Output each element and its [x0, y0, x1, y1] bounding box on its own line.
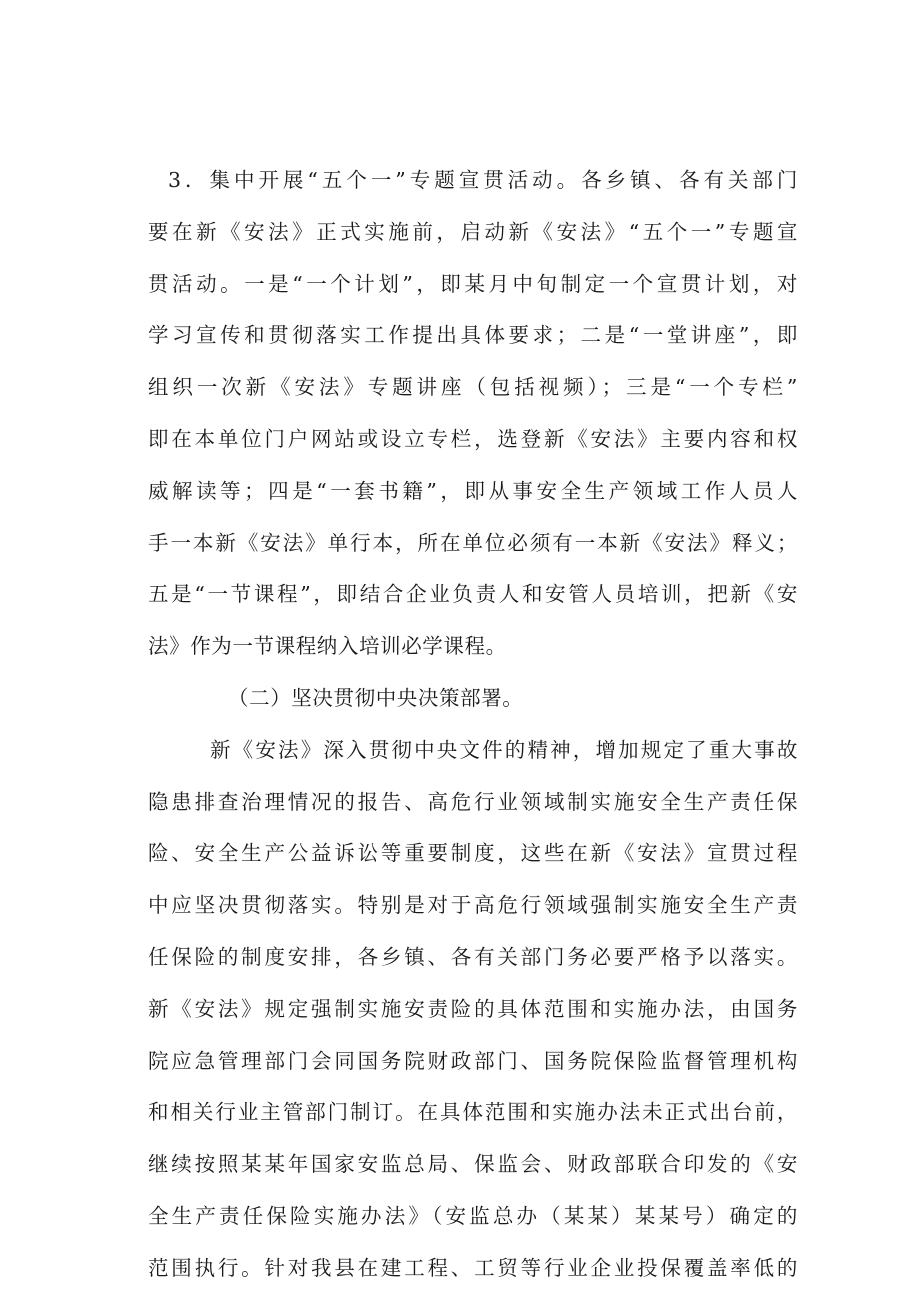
paragraph-1-line-5: 组织一次新《安法》专题讲座（包括视频）；三是“一个专栏” [148, 375, 798, 400]
paragraph-2-line-5: 任保险的制度安排，各乡镇、各有关部门务必要严格予以落实。 [148, 944, 798, 969]
paragraph-1-line-3: 贯活动。一是“一个计划”，即某月中旬制定一个宣贯计划，对 [148, 271, 798, 296]
document-body [148, 155, 798, 1295]
paragraph-2-line-11: 范围执行。针对我县在建工程、工贸等行业企业投保覆盖率低的 [148, 1255, 798, 1280]
paragraph-1-line-7: 威解读等；四是“一套书籍”，即从事安全生产领域工作人员人 [148, 478, 798, 503]
section-heading: （二）坚决贯彻中央决策部署。 [228, 685, 524, 710]
paragraph-2-line-4: 中应坚决贯彻落实。特别是对于高危行领域强制实施安全生产责 [148, 893, 798, 918]
paragraph-2-line-6: 新《安法》规定强制实施安责险的具体范围和实施办法，由国务 [148, 996, 798, 1021]
paragraph-1-line-6: 即在本单位门户网站或设立专栏，选登新《安法》主要内容和权 [148, 426, 798, 451]
paragraph-1-line-8: 手一本新《安法》单行本，所在单位必须有一本新《安法》释义； [148, 530, 798, 555]
paragraph-2-line-9: 继续按照某某年国家安监总局、保监会、财政部联合印发的《安 [148, 1152, 798, 1177]
paragraph-2-line-1: 新《安法》深入贯彻中央文件的精神，增加规定了重大事故 [210, 737, 798, 762]
paragraph-1-line-4: 学习宣传和贯彻落实工作提出具体要求；二是“一堂讲座”，即 [148, 323, 798, 348]
paragraph-2-line-10: 全生产责任保险实施办法》（安监总办（某某）某某号）确定的 [148, 1203, 798, 1228]
paragraph-2-line-8: 和相关行业主管部门制订。在具体范围和实施办法未正式出台前， [148, 1100, 798, 1125]
paragraph-1-line-10: 法》作为一节课程纳入培训必学课程。 [148, 634, 507, 659]
paragraph-2-line-3: 险、安全生产公益诉讼等重要制度，这些在新《安法》宣贯过程 [148, 841, 798, 866]
paragraph-1-line-1: 3．集中开展“五个一”专题宣贯活动。各乡镇、各有关部门 [168, 168, 798, 192]
paragraph-1-line-2: 要在新《安法》正式实施前，启动新《安法》“五个一”专题宣 [148, 219, 798, 244]
paragraph-2-line-7: 院应急管理部门会同国务院财政部门、国务院保险监督管理机构 [148, 1048, 798, 1073]
paragraph-2-line-2: 隐患排查治理情况的报告、高危行业领域制实施安全生产责任保 [148, 789, 798, 814]
paragraph-1-line-9: 五是“一节课程”，即结合企业负责人和安管人员培训，把新《安 [148, 582, 798, 607]
